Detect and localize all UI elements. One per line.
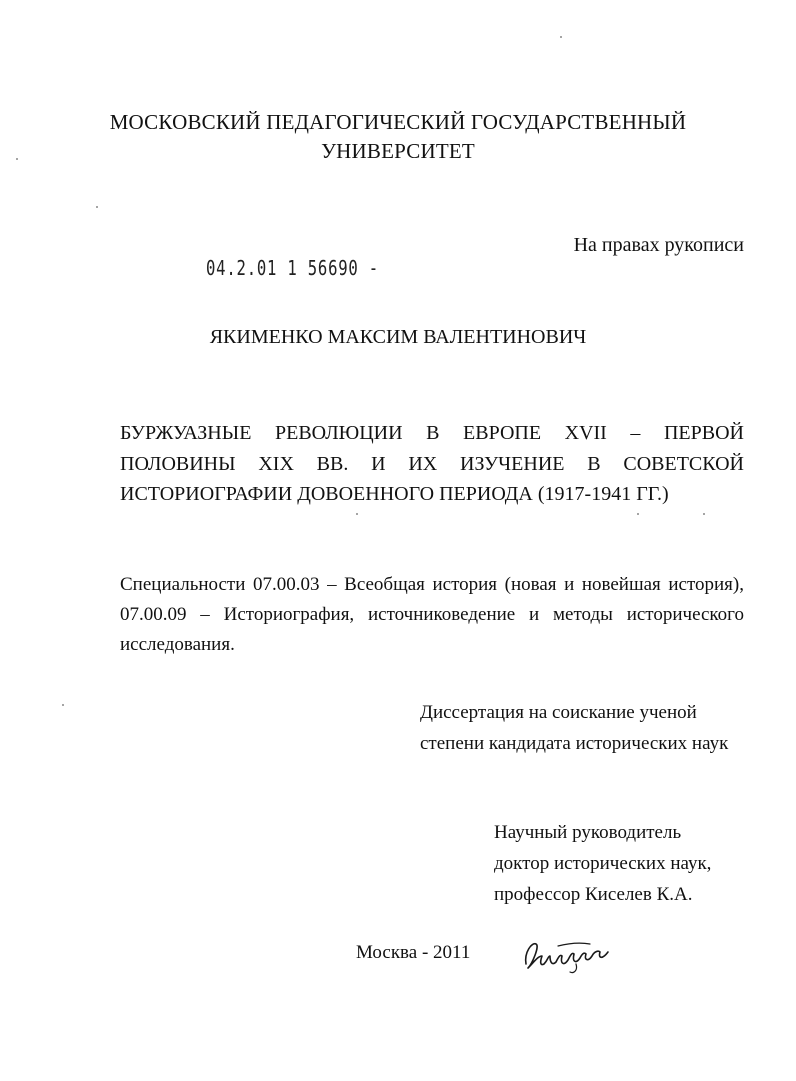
specialty-text: Специальности 07.00.03 – Всеобщая история (новая и новейшая история), 07.00.09 – Историография, источниковедение и методы исторического исследования. [120,574,744,655]
supervisor-line-3: профессор Киселев К.А. [494,884,693,905]
supervisor-line-2: доктор исторических наук, [494,853,712,874]
university-name-line2: УНИВЕРСИТЕТ [321,139,475,163]
rights-note: На правах рукописи [573,234,744,256]
scan-speck [96,206,98,208]
supervisor-block [494,817,711,910]
scan-speck [16,158,18,160]
dissertation-line-2: степени кандидата исторических наук [420,733,729,754]
author-name: ЯКИМЕНКО МАКСИМ ВАЛЕНТИНОВИЧ [209,326,587,348]
scan-speck [703,513,705,515]
dissertation-line-1: Диссертация на соискание ученой [420,702,697,723]
dissertation-degree-block [420,697,728,759]
city-year: Москва - 2011 [356,942,471,963]
university-name-line1: МОСКОВСКИЙ ПЕДАГОГИЧЕСКИЙ ГОСУДАРСТВЕННЫЙ [109,110,687,134]
scan-speck [356,513,358,515]
scan-speck [637,513,639,515]
scan-speck [560,36,562,38]
supervisor-line-1: Научный руководитель [494,822,682,843]
dissertation-title: БУРЖУАЗНЫЕ РЕВОЛЮЦИИ В ЕВРОПЕ XVII – ПЕРВОЙ ПОЛОВИНЫ XIX ВВ. И ИХ ИЗУЧЕНИЕ В СОВЕТСКОЙ ИСТОРИОГРАФИИ ДОВОЕННОГО ПЕРИОДА (1917-1941 ГГ.) [120,422,744,505]
registration-number-stamp: 04.2.01 1 56690 - [206,256,379,280]
scan-speck [62,704,64,706]
handwritten-signature [518,934,618,976]
